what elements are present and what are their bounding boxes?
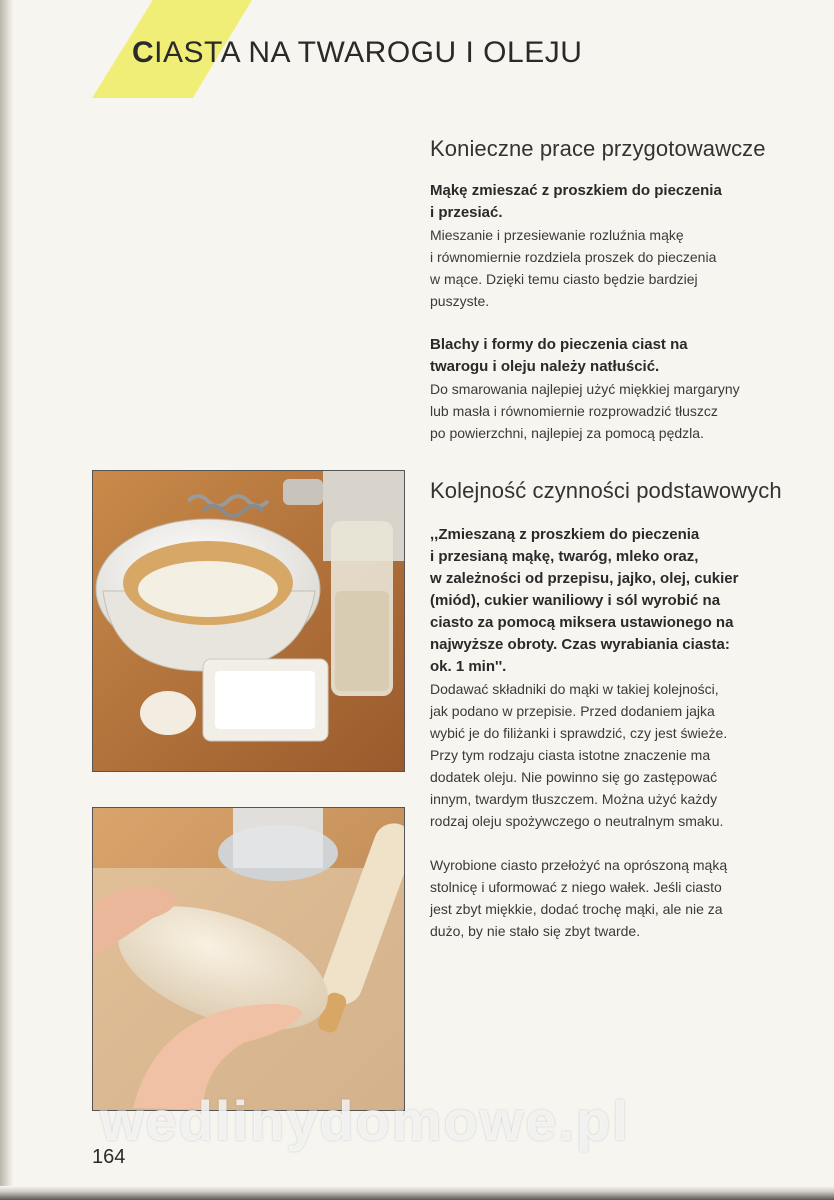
page-binding-shadow bbox=[0, 0, 14, 1200]
section-preparation bbox=[430, 136, 802, 444]
basic-steps-paragraph-1: Dodawać składniki do mąki w takiej kolejności, jak podano w przepisie. Przed dodaniem jajka wybić je do filiżanki i sprawdzić, czy jest świeże. Przy tym rodzaju ciasta istotne znaczenie ma dodatek oleju. Nie powinno się go zastępować innym, twardym tłuszczem. Można użyć każdy rodzaj oleju spożywczego o neutralnym smaku. bbox=[430, 681, 728, 829]
photo-mixing-bowl bbox=[92, 470, 405, 772]
chapter-title-initial: C bbox=[132, 36, 155, 69]
photo-kneading-dough bbox=[92, 807, 405, 1111]
prep-step-greasing-text: Do smarowania najlepiej użyć miękkiej margaryny lub masła i równomiernie rozprowadzić tłuszcz po powierzchni, najlepiej za pomocą pędzla. bbox=[430, 381, 740, 441]
chapter-title-rest: IASTA NA TWAROGU I OLEJU bbox=[154, 36, 583, 69]
chapter-title bbox=[132, 36, 582, 70]
basic-steps-paragraph-2: Wyrobione ciasto przełożyć na oprószoną mąką stolnicę i uformować z niego wałek. Jeśli ciasto jest zbyt miękkie, dodać trochę mąki, ale nie za dużo, by nie stało się zbyt twarde. bbox=[430, 857, 728, 939]
prep-step-greasing-bold: Blachy i formy do pieczenia ciast na twarogu i oleju należy natłuścić. bbox=[430, 336, 688, 375]
basic-steps-quote: ,,Zmieszaną z proszkiem do pieczenia i przesianą mąkę, twaróg, mleko oraz, w zależności od przepisu, jajko, olej, cukier (miód), cukier waniliowy i sól wyrobić na ciasto za pomocą miksera ustawionego na najwyższe obroty. Czas wyrabiania ciasta: ok. 1 min''. bbox=[430, 526, 739, 675]
page-bottom-shadow bbox=[0, 1186, 834, 1200]
watermark-text: wedlinydomowe.pl bbox=[100, 1089, 630, 1152]
prep-step-flour-bold: Mąkę zmieszać z proszkiem do pieczenia i przesiać. bbox=[430, 182, 722, 221]
prep-step-flour-text: Mieszanie i przesiewanie rozluźnia mąkę i równomiernie rozdziela proszek do pieczenia w mące. Dzięki temu ciasto będzie bardziej puszyste. bbox=[430, 227, 717, 309]
page-number: 164 bbox=[92, 1146, 126, 1168]
section-basic-steps bbox=[430, 478, 802, 942]
section-heading-basic-steps: Kolejność czynności podstawowych bbox=[430, 478, 782, 503]
section-heading-preparation: Konieczne prace przygotowawcze bbox=[430, 136, 766, 161]
